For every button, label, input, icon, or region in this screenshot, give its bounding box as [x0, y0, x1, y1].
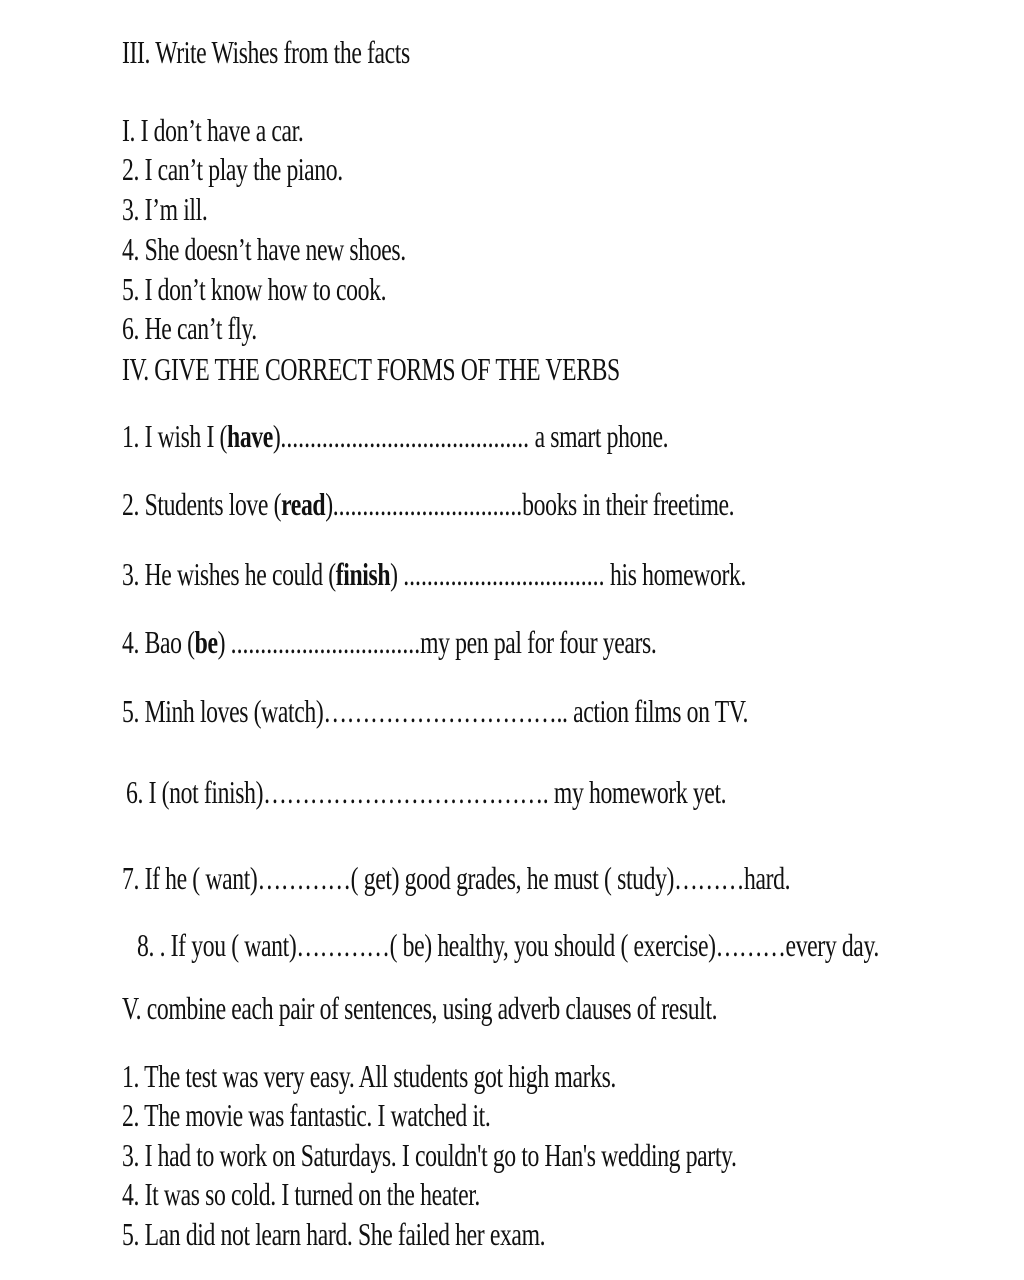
verb-question-6: 6. I (not finish)………………………………. my homework yet.	[126, 774, 727, 810]
q2-tail: books in their freetime.	[522, 486, 735, 522]
verb-question-8: 8. . If you ( want)…………( be) healthy, you should ( exercise)………every day.	[137, 927, 879, 963]
q1-close: )	[272, 418, 281, 454]
section-3-item-2: 2. I can’t play the piano.	[122, 151, 343, 187]
q2-prefix: 2. Students love (	[122, 486, 282, 522]
q1-verb: have	[227, 418, 273, 454]
section-5-heading: V. combine each pair of sentences, using adverb clauses of result.	[122, 990, 718, 1026]
verb-question-2	[122, 486, 734, 522]
q4-tail: my pen pal for four years.	[420, 624, 657, 660]
q3-answer-blank[interactable]: ..................................	[403, 556, 605, 592]
section-3-item-4: 4. She doesn’t have new shoes.	[122, 231, 406, 267]
q1-tail: a smart phone.	[529, 418, 669, 454]
q2-close: )	[325, 486, 333, 522]
q3-verb: finish	[335, 556, 391, 592]
section-5-item-2: 2. The movie was fantastic. I watched it.	[122, 1097, 491, 1133]
verb-question-3	[122, 556, 746, 592]
q3-close: )	[390, 556, 404, 592]
section-5-item-1: 1. The test was very easy. All students got high marks.	[122, 1058, 616, 1094]
q4-close: )	[217, 624, 231, 660]
section-5-item-3: 3. I had to work on Saturdays. I couldn't go to Han's wedding party.	[122, 1137, 737, 1173]
q1-prefix: 1. I wish I (	[122, 418, 228, 454]
q4-verb: be	[194, 624, 218, 660]
verb-question-7: 7. If he ( want)…………( get) good grades, he must ( study)………hard.	[122, 860, 791, 896]
section-5-item-5: 5. Lan did not learn hard. She failed her exam.	[122, 1216, 546, 1252]
section-3-item-1: I. I don’t have a car.	[122, 112, 304, 148]
section-3-item-6: 6. He can’t fly.	[122, 310, 257, 346]
q2-verb: read	[281, 486, 326, 522]
section-4-heading: IV. GIVE THE CORRECT FORMS OF THE VERBS	[122, 351, 620, 387]
verb-question-4	[122, 624, 656, 660]
verb-question-5: 5. Minh loves (watch)………………………….. action films on TV.	[122, 693, 749, 729]
q4-prefix: 4. Bao (	[122, 624, 195, 660]
section-3-item-3: 3. I’m ill.	[122, 191, 208, 227]
q2-answer-blank[interactable]: ................................	[332, 486, 523, 522]
section-5-item-4: 4. It was so cold. I turned on the heater.	[122, 1176, 480, 1212]
q1-answer-blank[interactable]: ..........................................	[280, 418, 530, 454]
section-3-heading: III. Write Wishes from the facts	[122, 34, 410, 70]
q3-tail: his homework.	[604, 556, 746, 592]
q4-answer-blank[interactable]: ................................	[230, 624, 421, 660]
verb-question-1	[122, 418, 668, 454]
q3-prefix: 3. He wishes he could (	[122, 556, 336, 592]
section-3-item-5: 5. I don’t know how to cook.	[122, 271, 387, 307]
